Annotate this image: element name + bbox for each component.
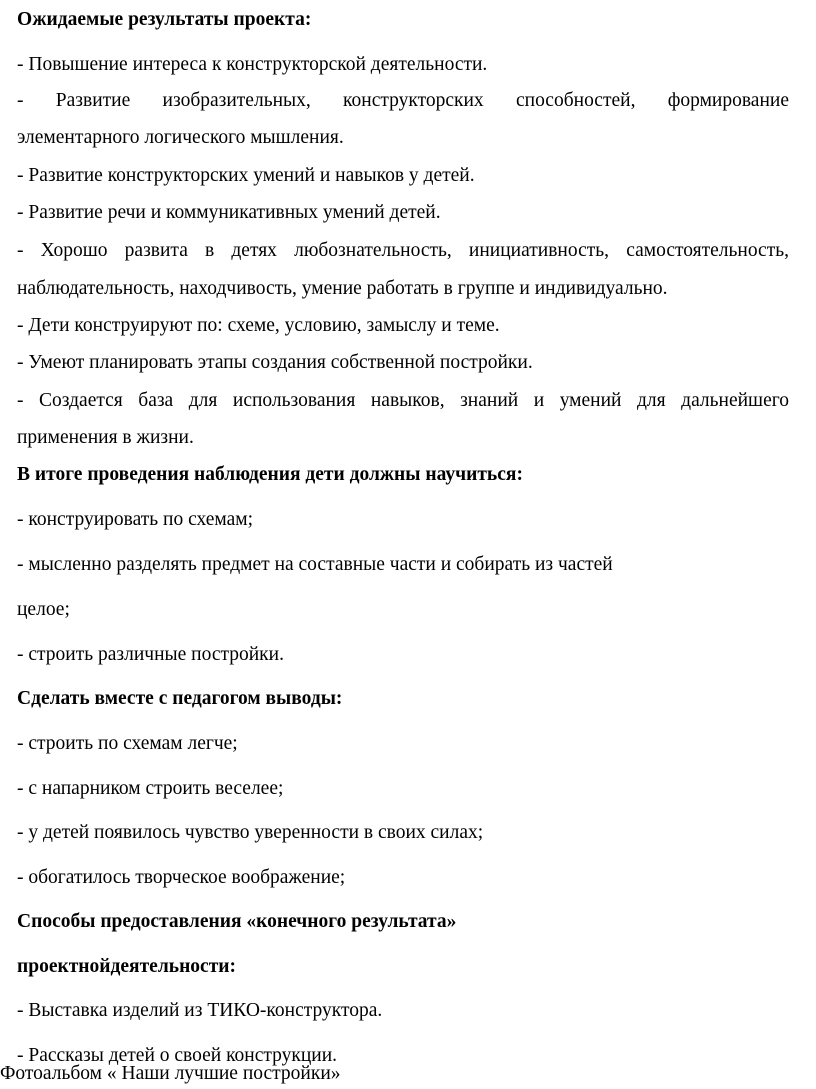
conclusions-item-1: - строить по схемам легче; bbox=[17, 733, 238, 754]
conclusions-item-3: - у детей появилось чувство уверенности в своих силах; bbox=[17, 822, 484, 843]
results-item-2-line-2: элементарного логического мышления. bbox=[17, 127, 344, 148]
ways-heading-line-1: Способы предоставления «конечного результата» bbox=[17, 911, 457, 932]
conclusions-item-4: - обогатилось творческое воображение; bbox=[17, 867, 346, 888]
learn-heading: В итоге проведения наблюдения дети должны научиться: bbox=[17, 464, 523, 485]
conclusions-heading: Сделать вместе с педагогом выводы: bbox=[17, 688, 343, 709]
results-item-2-line-1: - Развитие изобразительных, конструкторских способностей, формирование bbox=[17, 90, 789, 111]
ways-item-1: - Выставка изделий из ТИКО-конструктора. bbox=[17, 1000, 383, 1021]
learn-item-2-line-1: - мысленно разделять предмет на составные части и собирать из частей bbox=[17, 554, 613, 575]
results-item-8-line-1: - Создается база для использования навыков, знаний и умений для дальнейшего bbox=[17, 390, 789, 411]
results-item-6: - Дети конструируют по: схеме, условию, замыслу и теме. bbox=[17, 315, 500, 336]
conclusions-item-2: - с напарником строить веселее; bbox=[17, 778, 284, 799]
results-item-5-line-2: наблюдательность, находчивость, умение работать в группе и индивидуально. bbox=[17, 278, 668, 299]
results-item-8-line-2: применения в жизни. bbox=[17, 427, 194, 448]
results-item-7: - Умеют планировать этапы создания собственной постройки. bbox=[17, 352, 533, 373]
results-item-5-line-1: - Хорошо развита в детях любознательность, инициативность, самостоятельность, bbox=[17, 240, 789, 261]
results-item-3: - Развитие конструкторских умений и навыков у детей. bbox=[17, 165, 475, 186]
photo-album-caption: Фотоальбом « Наши лучшие постройки» bbox=[0, 1063, 341, 1084]
ways-item-2: - Рассказы детей о своей конструкции. bbox=[17, 1045, 338, 1066]
results-item-1: - Повышение интереса к конструкторской деятельности. bbox=[17, 54, 488, 75]
learn-item-3: - строить различные постройки. bbox=[17, 644, 284, 665]
learn-item-1: - конструировать по схемам; bbox=[17, 509, 254, 530]
results-heading: Ожидаемые результаты проекта: bbox=[17, 9, 312, 30]
learn-item-2-line-2: целое; bbox=[17, 599, 70, 620]
ways-heading-line-2: проектнойдеятельности: bbox=[17, 956, 237, 977]
results-item-4: - Развитие речи и коммуникативных умений детей. bbox=[17, 202, 441, 223]
